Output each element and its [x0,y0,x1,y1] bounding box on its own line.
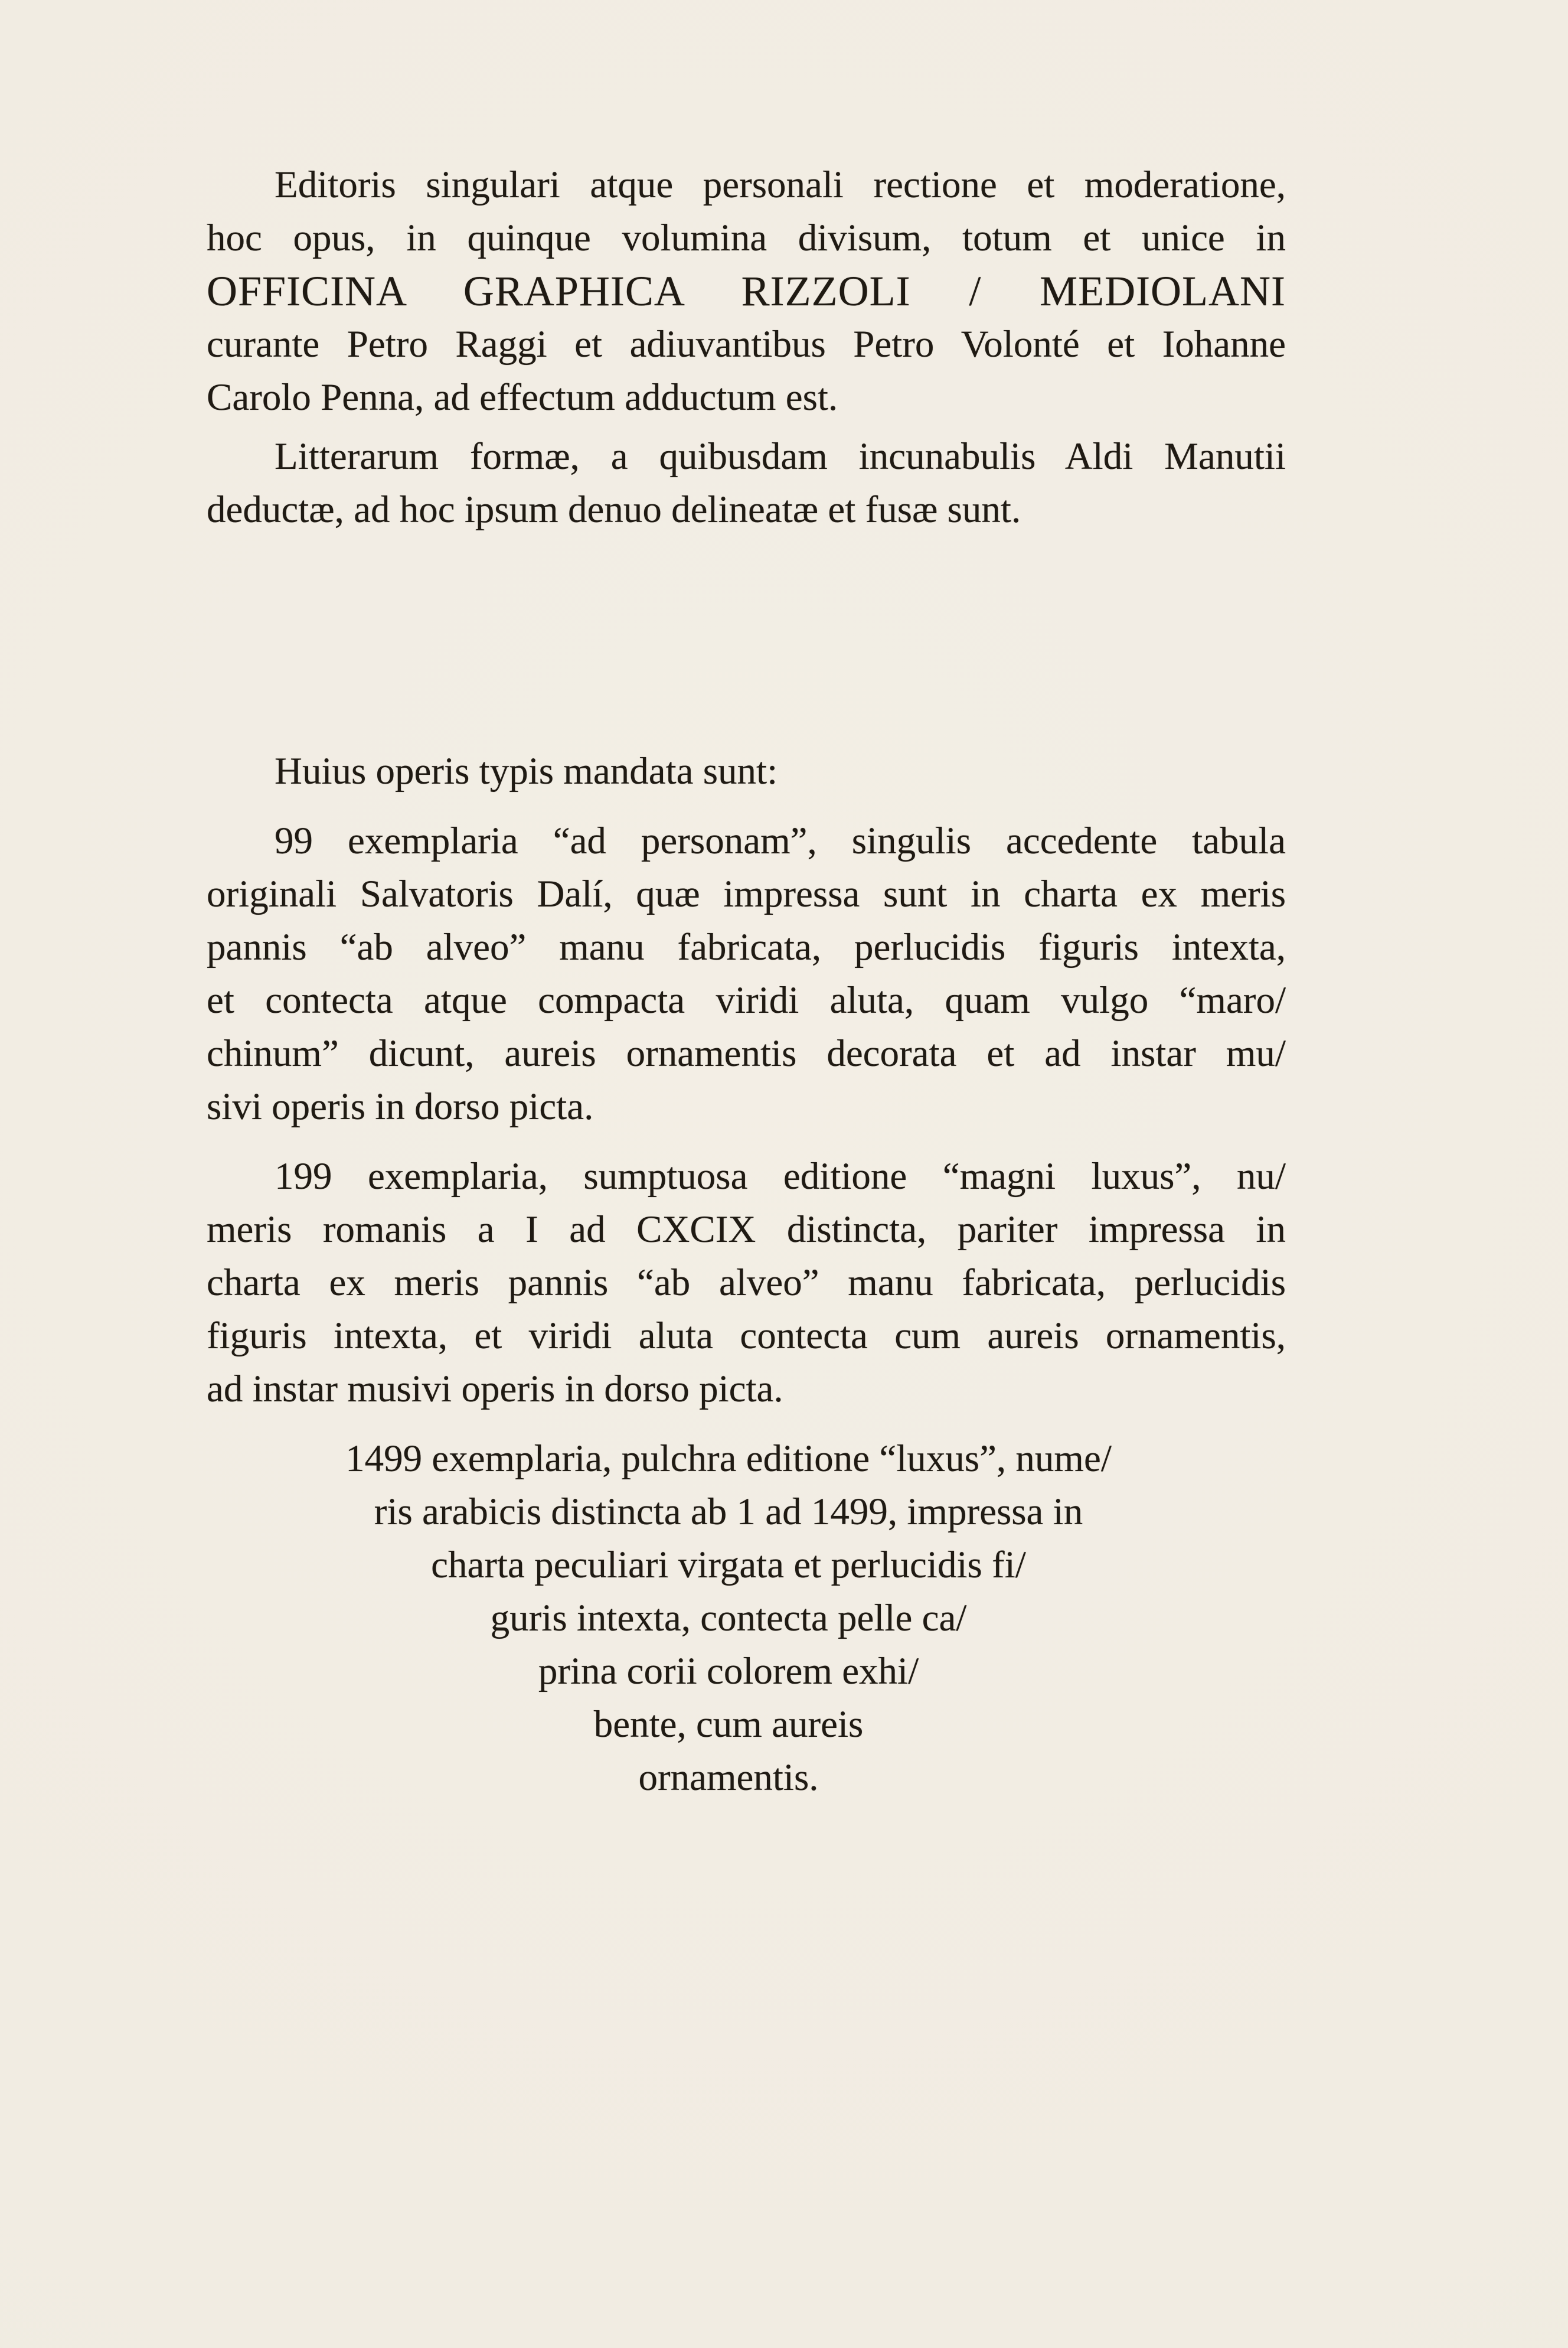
text-line: sivi operis in dorso picta. [207,1085,594,1128]
text-line: guris intexta, contecta pelle ca/ [490,1597,967,1639]
text-line: charta peculiari virgata et perlucidis fi/ [431,1544,1026,1586]
text-line: 199 exemplaria, sumptuosa editione “magni luxus”, nu/ [275,1155,1286,1198]
text-line: Editoris singulari atque personali rectione et moderatione, [275,164,1286,206]
text-line: figuris intexta, et viridi aluta contecta cum aureis ornamentis, [207,1315,1286,1357]
text-line: curante Petro Raggi et adiuvantibus Petro Volonté et Iohanne [207,323,1286,366]
text-line: ris arabicis distincta ab 1 ad 1499, impressa in [374,1491,1083,1533]
edition-list-heading [207,745,1286,798]
imprint-officina-line: OFFICINA GRAPHICA RIZZOLI / MEDIOLANI [207,268,1286,315]
heading-line: Huius operis typis mandata sunt: [275,750,778,793]
text-line: prina corii colorem exhi/ [538,1650,919,1692]
paragraph-type-note [207,430,1286,536]
paragraph-production-note [207,158,1286,424]
colophon-text [207,158,1286,1804]
text-line: et contecta atque compacta viridi aluta, quam vulgo “maro/ [207,979,1286,1022]
text-line: chinum” dicunt, aureis ornamentis decorata et ad instar mu/ [207,1032,1286,1075]
text-line: bente, cum aureis [593,1703,864,1746]
text-line: Carolo Penna, ad effectum adductum est. [207,376,838,419]
text-line: originali Salvatoris Dalí, quæ impressa sunt in charta ex meris [207,873,1286,915]
text-line: ornamentis. [638,1756,819,1799]
text-line: ad instar musivi operis in dorso picta. [207,1368,783,1410]
paragraph-edition-99 [207,814,1286,1133]
text-line: deductæ, ad hoc ipsum denuo delineatæ et fusæ sunt. [207,488,1021,531]
paragraph-edition-199 [207,1150,1286,1416]
text-line: hoc opus, in quinque volumina divisum, totum et unice in [207,217,1286,259]
text-line: meris romanis a I ad CXCIX distincta, pariter impressa in [207,1208,1286,1251]
text-line: pannis “ab alveo” manu fabricata, perlucidis figuris intexta, [207,926,1286,968]
text-line: charta ex meris pannis “ab alveo” manu fabricata, perlucidis [207,1261,1286,1304]
text-line: 99 exemplaria “ad personam”, singulis accedente tabula [275,820,1286,862]
text-line: 1499 exemplaria, pulchra editione “luxus”, nume/ [345,1437,1112,1480]
text-line: Litterarum formæ, a quibusdam incunabulis Aldi Manutii [275,435,1286,478]
paragraph-edition-1499 [207,1432,1286,1804]
